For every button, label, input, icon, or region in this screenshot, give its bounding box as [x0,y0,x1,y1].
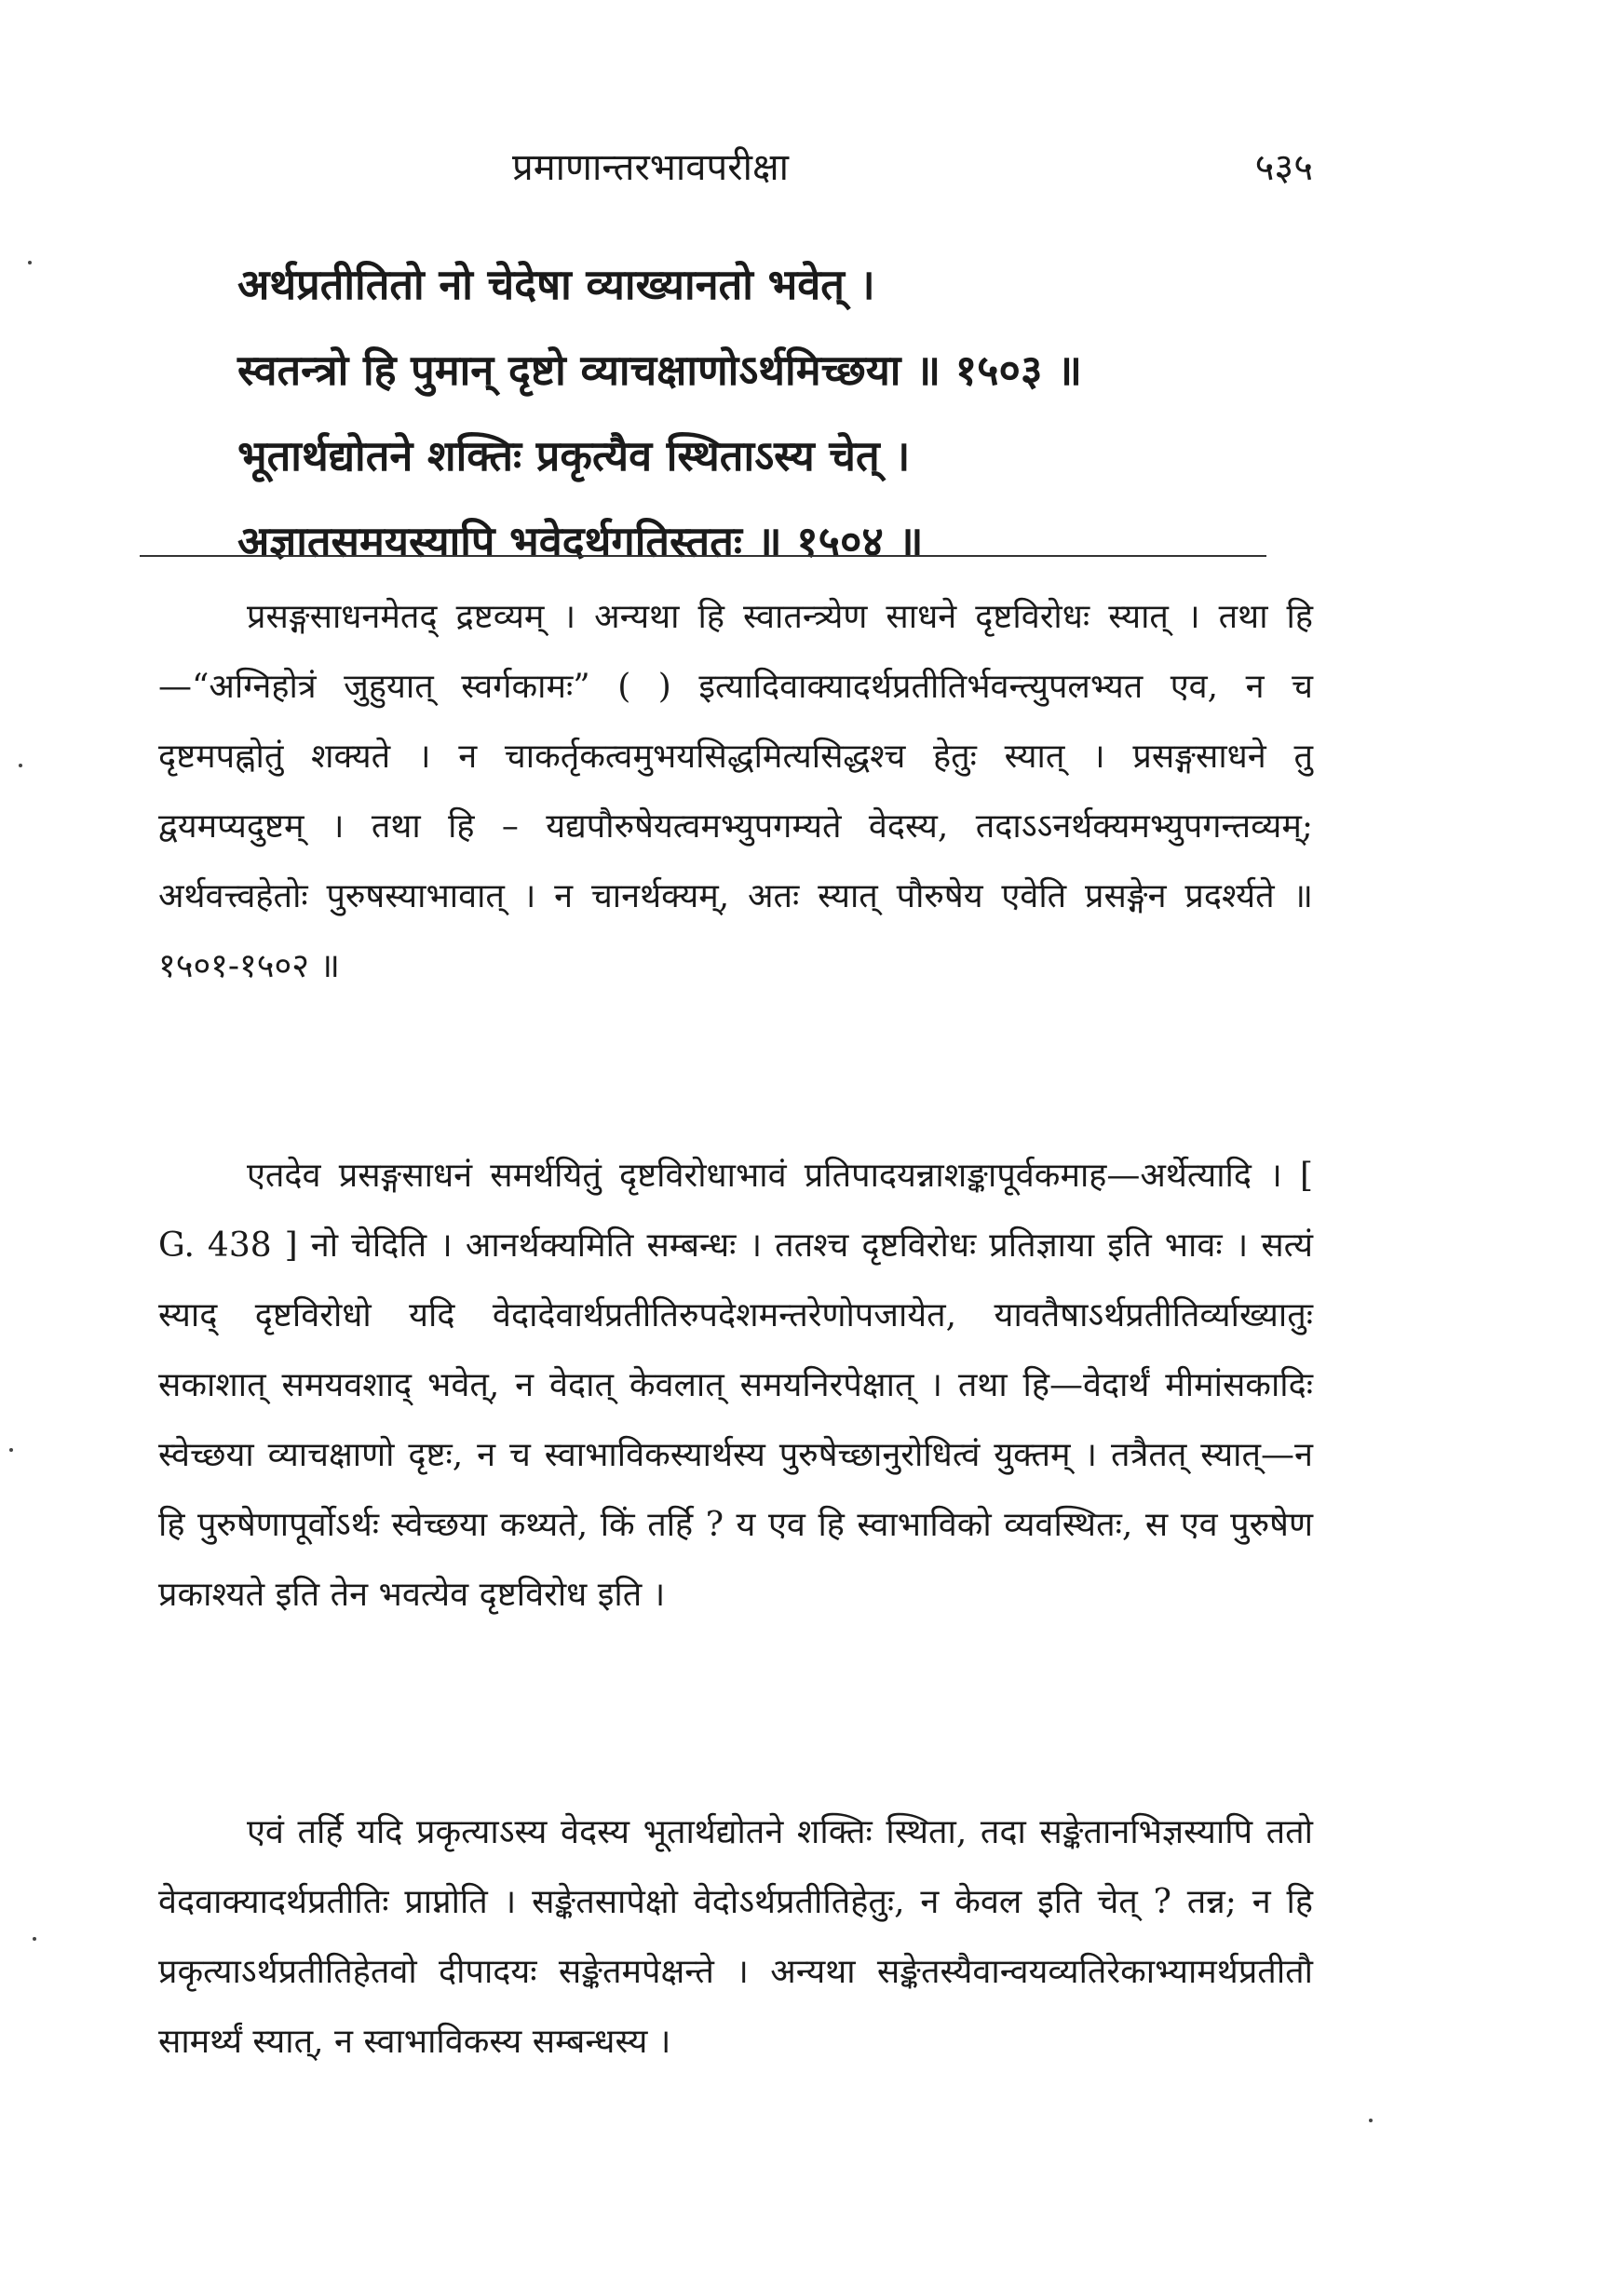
verse-block [237,242,1336,585]
commentary-section [158,1141,1313,1630]
verse-line: स्वतन्त्रो हि पुमान् दृष्टो व्याचक्षाणोऽर्थमिच्छया ॥ १५०३ ॥ [237,345,1082,395]
page-number: ५३५ [1254,146,1313,189]
commentary-paragraph: एतदेव प्रसङ्गसाधनं समर्थयितुं दृष्टविरोधाभावं प्रतिपादयन्नाशङ्कापूर्वकमाह—अर्थेत्यादि । [ G. 438 ] नो चेदिति । आनर्थक्यमिति सम्बन्धः । ततश्च दृष्टविरोधः प्रतिज्ञाया इति भावः । सत्यं स्याद् दृष्टविरोधो यदि वेदादेवार्थप्रतीतिरुपदेशमन्तरेणोपजायेत, यावतैषाऽर्थप्रतीतिर्व्याख्यातुः सकाशात् समयवशाद् भवेत्, न वेदात् केवलात् समयनिरपेक्षात् । तथा हि—वेदार्थं मीमांसकादिः स्वेच्छया व्याचक्षाणो दृष्टः, न च स्वाभाविकस्यार्थस्य पुरुषेच्छानुरोधित्वं युक्तम् । तत्रैतत् स्यात्—न हि पुरुषेणापूर्वोऽर्थः स्वेच्छया कथ्यते, किं तर्हि ? य एव हि स्वाभाविको व्यवस्थितः, स एव पुरुषेण प्रकाश्यते इति तेन भवत्येव दृष्टविरोध इति । [158,1157,1313,1614]
verse-line: अर्थप्रतीतितो नो चेदेषा व्याख्यानतो भवेत् । [237,260,875,309]
running-title: प्रमाणान्तरभावपरीक्षा [512,146,789,189]
commentary-paragraph: प्रसङ्गसाधनमेतद् द्रष्टव्यम् । अन्यथा हि स्वातन्त्र्येण साधने दृष्टविरोधः स्यात् । तथा हि—“अग्निहोत्रं जुहुयात् स्वर्गकामः” ( ) इत्यादिवाक्यादर्थप्रतीतिर्भवन्त्युपलभ्यत एव, न च दृष्टमपह्नोतुं शक्यते । न चाकर्तृकत्वमुभयसिद्धमित्यसिद्धश्च हेतुः स्यात् । प्रसङ्गसाधने तु द्वयमप्यदुष्टम् । तथा हि – यद्यपौरुषेयत्वमभ्युपगम्यते वेदस्य, तदाऽऽनर्थक्यमभ्युपगन्तव्यम्; अर्थवत्त्वहेतोः पुरुषस्याभावात् । न चानर्थक्यम्, अतः स्यात् पौरुषेय एवेति प्रसङ्गेन प्रदर्श्यते ॥ १५०१-१५०२ ॥ [158,598,1313,985]
section-divider [140,555,1266,557]
scan-speck [9,1448,13,1452]
scan-speck [1369,2119,1373,2122]
scan-speck [28,261,32,264]
page-header [158,140,1313,196]
scan-speck [19,764,22,767]
commentary-section [158,582,1313,1001]
commentary-section [158,1797,1313,2077]
verse-line: भूतार्थद्योतने शक्तिः प्रकृत्यैव स्थिताऽस्य चेत् । [237,431,911,481]
scan-speck [33,1937,36,1941]
verse-line: अज्ञातसमयस्यापि भवेदर्थगतिस्ततः ॥ १५०४ ॥ [237,517,924,566]
commentary-paragraph: एवं तर्हि यदि प्रकृत्याऽस्य वेदस्य भूतार्थद्योतने शक्तिः स्थिता, तदा सङ्केतानभिज्ञस्यापि ततो वेदवाक्यादर्थप्रतीतिः प्राप्नोति । सङ्केतसापेक्षो वेदोऽर्थप्रतीतिहेतुः, न केवल इति चेत् ? तन्न; न हि प्रकृत्याऽर्थप्रतीतिहेतवो दीपादयः सङ्केतमपेक्षन्ते । अन्यथा सङ्केतस्यैवान्वयव्यतिरेकाभ्यामर्थप्रतीतौ सामर्थ्यं स्यात्, न स्वाभाविकस्य सम्बन्धस्य । [158,1813,1313,2061]
